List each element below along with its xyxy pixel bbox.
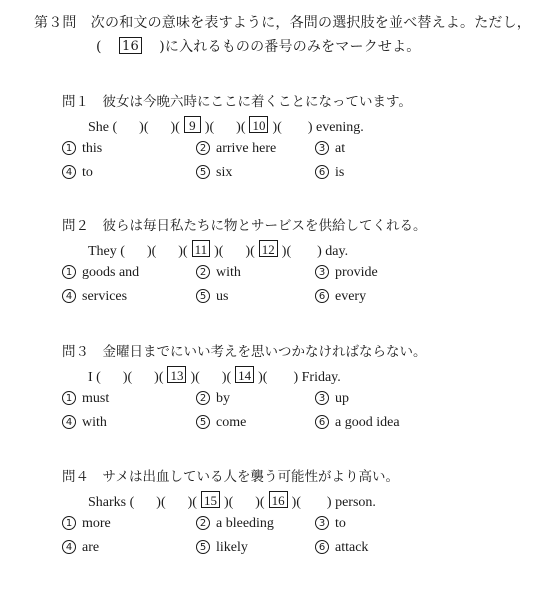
sentence-end: ) evening. xyxy=(307,120,364,135)
paren: )( xyxy=(154,370,164,385)
option-4 xyxy=(62,540,99,556)
option-number: 4 xyxy=(62,289,76,303)
problem-instruction-line1: 第３問 次の和文の意味を表すように，各問の選択肢を並べ替えよ。ただし， xyxy=(34,15,531,31)
option-4 xyxy=(62,165,93,181)
option-number: 4 xyxy=(62,165,76,179)
option-number: 1 xyxy=(62,391,76,405)
option-text: to xyxy=(82,165,93,180)
option-text: likely xyxy=(216,540,248,555)
option-2 xyxy=(196,265,241,281)
option-text: this xyxy=(82,141,103,156)
paren: )( xyxy=(187,495,197,510)
answer-box-14: 14 xyxy=(235,366,254,383)
option-5 xyxy=(196,165,232,181)
option-number: 3 xyxy=(315,265,329,279)
option-text: attack xyxy=(335,540,369,555)
answer-box-12: 12 xyxy=(259,240,278,257)
option-2 xyxy=(196,516,274,532)
option-text: us xyxy=(216,289,229,304)
option-number: 3 xyxy=(315,516,329,530)
option-text: with xyxy=(82,415,107,430)
option-text: to xyxy=(335,516,346,531)
paren: )( xyxy=(146,244,157,259)
paren: )( xyxy=(190,370,200,385)
sentence-end: ) Friday. xyxy=(293,370,341,385)
option-6 xyxy=(315,289,366,305)
answer-box-13: 13 xyxy=(167,366,186,383)
paren: )( xyxy=(281,244,292,259)
blank-sentence xyxy=(88,117,364,136)
option-number: 5 xyxy=(196,289,210,303)
option-3 xyxy=(315,391,349,407)
question-title: 問４ サメは出血している人を襲う可能性がより高い。 xyxy=(62,469,399,485)
option-text: with xyxy=(216,265,241,280)
question-title: 問３ 金曜日までにいい考えを思いつかなければならない。 xyxy=(62,344,427,360)
option-3 xyxy=(315,516,346,532)
option-1 xyxy=(62,391,109,407)
option-text: come xyxy=(216,415,247,430)
blank-sentence xyxy=(88,367,341,386)
option-number: 3 xyxy=(315,141,329,155)
answer-box-11: 11 xyxy=(192,240,211,257)
option-number: 5 xyxy=(196,540,210,554)
option-number: 4 xyxy=(62,415,76,429)
problem-instruction-line2 xyxy=(96,36,421,56)
option-4 xyxy=(62,289,127,305)
option-2 xyxy=(196,391,230,407)
option-2 xyxy=(196,141,276,157)
sentence-start: I ( xyxy=(88,370,101,385)
paren: )( xyxy=(272,120,282,135)
question-title: 問２ 彼らは毎日私たちに物とサービスを供給してくれる。 xyxy=(62,218,427,234)
paren: )( xyxy=(214,244,224,259)
option-number: 6 xyxy=(315,165,329,179)
option-text: a good idea xyxy=(335,415,400,430)
option-text: provide xyxy=(335,265,378,280)
instruction-text: )に入れるものの番号のみをマークせよ。 xyxy=(159,39,421,55)
option-text: goods and xyxy=(82,265,140,280)
option-5 xyxy=(196,289,228,305)
option-number: 3 xyxy=(315,391,329,405)
option-3 xyxy=(315,141,345,157)
option-text: services xyxy=(82,289,128,304)
answer-box-16: 16 xyxy=(119,37,142,54)
option-6 xyxy=(315,415,400,431)
option-number: 6 xyxy=(315,415,329,429)
option-text: more xyxy=(82,516,111,531)
option-number: 2 xyxy=(196,516,210,530)
option-text: six xyxy=(216,165,233,180)
option-6 xyxy=(315,540,368,556)
option-number: 6 xyxy=(315,289,329,303)
option-text: every xyxy=(335,289,367,304)
paren: )( xyxy=(221,370,232,385)
paren: )( xyxy=(122,370,133,385)
option-number: 1 xyxy=(62,516,76,530)
blank-sentence xyxy=(88,492,376,511)
paren-open: ( xyxy=(96,39,102,55)
option-number: 1 xyxy=(62,265,76,279)
option-text: are xyxy=(82,540,100,555)
answer-box-10: 10 xyxy=(249,116,268,133)
option-number: 5 xyxy=(196,415,210,429)
option-1 xyxy=(62,265,139,281)
option-1 xyxy=(62,516,111,532)
paren: )( xyxy=(156,495,166,510)
option-number: 5 xyxy=(196,165,210,179)
answer-box-9: 9 xyxy=(184,116,201,133)
paren: )( xyxy=(178,244,188,259)
answer-box-16: 16 xyxy=(269,491,288,508)
option-text: up xyxy=(335,391,349,406)
answer-box-15: 15 xyxy=(201,491,220,508)
option-1 xyxy=(62,141,102,157)
question-title: 問１ 彼女は今晩六時にここに着くことになっています。 xyxy=(62,94,412,110)
option-5 xyxy=(196,540,248,556)
paren: )( xyxy=(236,120,246,135)
sentence-start: She ( xyxy=(88,120,118,135)
option-number: 6 xyxy=(315,540,329,554)
paren: )( xyxy=(170,120,180,135)
paren: )( xyxy=(139,120,149,135)
sentence-start: Sharks ( xyxy=(88,495,135,510)
option-text: by xyxy=(216,391,230,406)
option-text: arrive here xyxy=(216,141,277,156)
option-number: 2 xyxy=(196,391,210,405)
option-text: a bleeding xyxy=(216,516,274,531)
paren: )( xyxy=(258,370,268,385)
option-5 xyxy=(196,415,246,431)
sentence-start: They ( xyxy=(88,244,125,259)
paren: )( xyxy=(223,495,234,510)
blank-sentence xyxy=(88,241,348,260)
option-number: 4 xyxy=(62,540,76,554)
sentence-end: ) day. xyxy=(317,244,349,259)
option-number: 2 xyxy=(196,141,210,155)
option-number: 2 xyxy=(196,265,210,279)
paren: )( xyxy=(204,120,215,135)
option-text: is xyxy=(335,165,345,180)
paren: )( xyxy=(291,495,301,510)
option-number: 1 xyxy=(62,141,76,155)
sentence-end: ) person. xyxy=(326,495,376,510)
paren: )( xyxy=(245,244,255,259)
paren: )( xyxy=(255,495,265,510)
option-3 xyxy=(315,265,378,281)
option-text: at xyxy=(335,141,346,156)
option-4 xyxy=(62,415,107,431)
option-6 xyxy=(315,165,344,181)
option-text: must xyxy=(82,391,110,406)
